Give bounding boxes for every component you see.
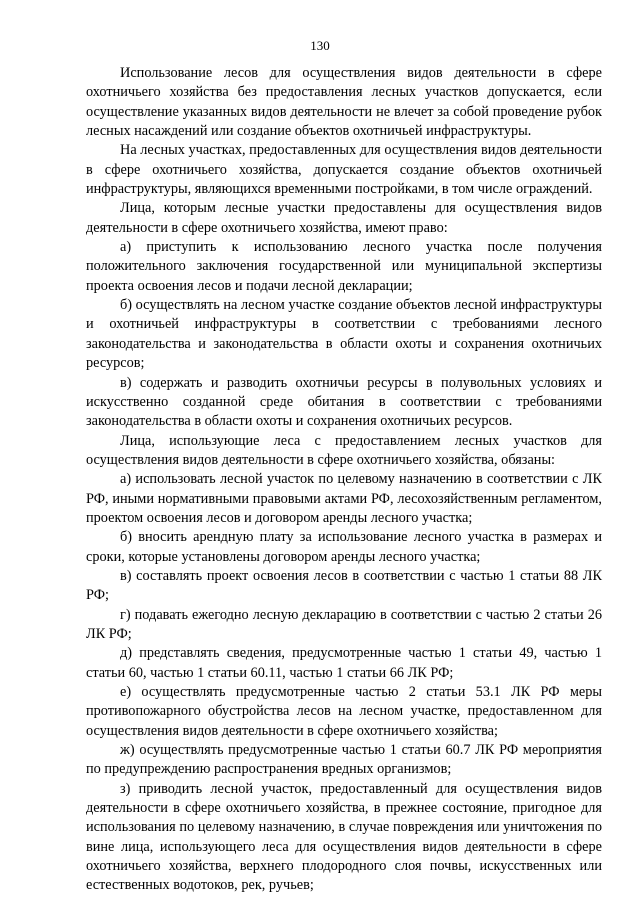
- page-number: 130: [310, 38, 330, 53]
- list-item: е) осуществлять предусмотренные частью 2 статьи 53.1 ЛК РФ меры противопожарного обустройства лесов на лесном участке, предоставленном для осуществления видов деятельности в сфере охотничьего хозяйства;: [86, 684, 602, 739]
- list-item: а) использовать лесной участок по целевому назначению в соответствии с ЛК РФ, иными нормативными правовыми актами РФ, лесохозяйственным регламентом, проектом освоения лесов и договором аренды лесного участка;: [86, 471, 602, 526]
- list-item: б) осуществлять на лесном участке создание объектов лесной инфраструктуры и охотничьей инфраструктуры в соответствии с требованиями лесного законодательства и законодательства в области охоты и сохранения охотничьих ресурсов;: [86, 297, 602, 372]
- list-item: в) содержать и разводить охотничьи ресурсы в полувольных условиях и искусственно созданной среде обитания в соответствии с требованиями законодательства в области охоты и сохранения охотничьих ресурсов.: [86, 374, 602, 430]
- list-item: ж) осуществлять предусмотренные частью 1 статьи 60.7 ЛК РФ мероприятия по предупреждению распространения вредных организмов;: [86, 742, 602, 778]
- paragraph: Лица, которым лесные участки предоставлены для осуществления видов деятельности в сфере охотничьего хозяйства, имеют право:: [86, 200, 602, 236]
- list-item: г) подавать ежегодно лесную декларацию в соответствии с частью 2 статьи 26 ЛК РФ;: [86, 606, 602, 642]
- document-body: [86, 64, 602, 896]
- paragraph: На лесных участках, предоставленных для осуществления видов деятельности в сфере охотничьего хозяйства, допускается создание объектов охотничьей инфраструктуры, являющихся временными постройками, в том числе ограждений.: [86, 142, 602, 198]
- list-item: з) приводить лесной участок, предоставленный для осуществления видов деятельности в сфере охотничьего хозяйства, в прежнее состояние, пригодное для использования по целевому назначению, в случае повреждения или уничтожения по вине лица, использующего леса для осуществления видов деятельности в сфере охотничьего хозяйства, верхнего плодородного слоя почвы, искусственных или естественных водотоков, рек, ручьев;: [86, 780, 602, 894]
- list-item: д) представлять сведения, предусмотренные частью 1 статьи 49, частью 1 статьи 60, частью 1 статьи 60.11, частью 1 статьи 66 ЛК РФ;: [86, 645, 602, 681]
- list-item: б) вносить арендную плату за использование лесного участка в размерах и сроки, которые установлены договором аренды лесного участка;: [86, 529, 602, 565]
- paragraph: Использование лесов для осуществления видов деятельности в сфере охотничьего хозяйства без предоставления лесных участков допускается, если осуществление указанных видов деятельности не влечет за собой проведение рубок лесных насаждений или создание объектов охотничьей инфраструктуры.: [86, 65, 602, 140]
- paragraph: Лица, использующие леса с предоставлением лесных участков для осуществления видов деятельности в сфере охотничьего хозяйства, обязаны:: [86, 432, 602, 468]
- list-item: а) приступить к использованию лесного участка после получения положительного заключения государственной или муниципальной экспертизы проекта освоения лесов и подачи лесной декларации;: [86, 239, 602, 294]
- list-item: в) составлять проект освоения лесов в соответствии с частью 1 статьи 88 ЛК РФ;: [86, 567, 602, 604]
